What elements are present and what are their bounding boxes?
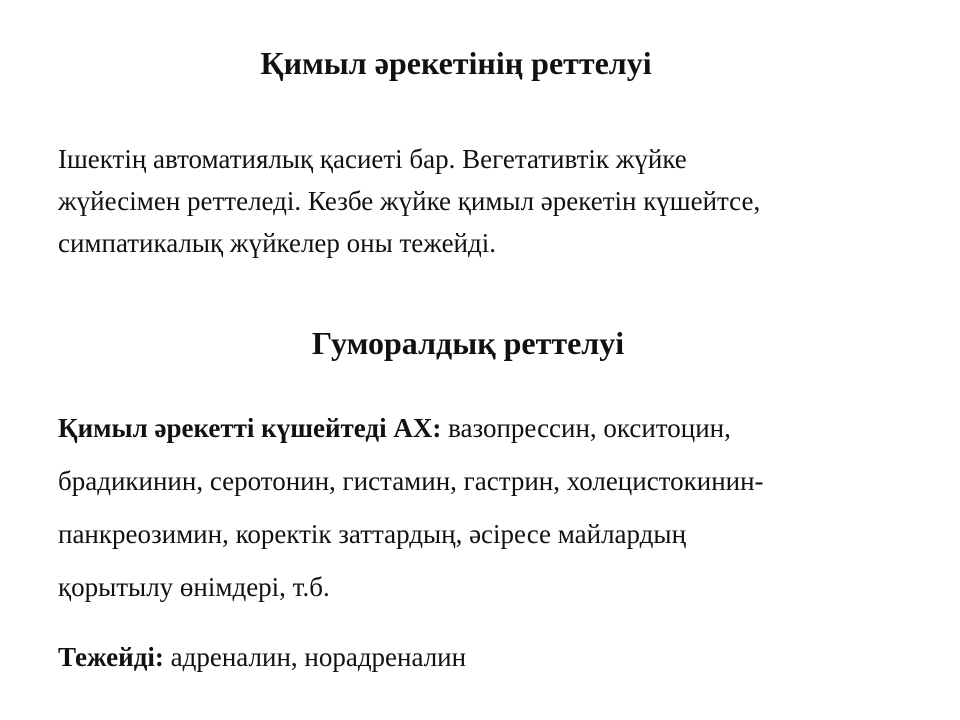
section-title-humoral-regulation: Гуморалдық реттелуі bbox=[311, 325, 625, 361]
enhancers-paragraph bbox=[58, 402, 928, 614]
enhancers-label: Қимыл әрекетті күшейтеді АХ: bbox=[58, 413, 442, 443]
inhibitors-label: Тежейді: bbox=[58, 642, 164, 672]
paragraph-line: жүйесімен реттеледі. Кезбе жүйке қимыл әрекетін күшейтсе, bbox=[58, 186, 761, 216]
inhibitors-text: адреналин, норадреналин bbox=[163, 642, 467, 672]
paragraph-line: қорытылу өнімдері, т.б. bbox=[58, 572, 330, 602]
enhancers-first-text: вазопрессин, окситоцин, bbox=[441, 413, 731, 443]
section-title-motor-regulation: Қимыл әрекетінің реттелуі bbox=[260, 45, 652, 81]
enhancers-first-line bbox=[58, 402, 928, 455]
paragraph-line: Ішектің автоматиялық қасиеті бар. Вегетативтік жүйке bbox=[58, 144, 687, 174]
motor-regulation-paragraph bbox=[58, 138, 928, 264]
paragraph-line: симпатикалық жүйкелер оны тежейді. bbox=[58, 228, 496, 258]
paragraph-line: панкреозимин, коректік заттардың, әсіресе майлардың bbox=[58, 519, 687, 549]
inhibitors-paragraph bbox=[58, 636, 928, 678]
inhibitors-line bbox=[58, 636, 928, 678]
paragraph-line: брадикинин, серотонин, гистамин, гастрин, холецистокинин- bbox=[58, 466, 764, 496]
